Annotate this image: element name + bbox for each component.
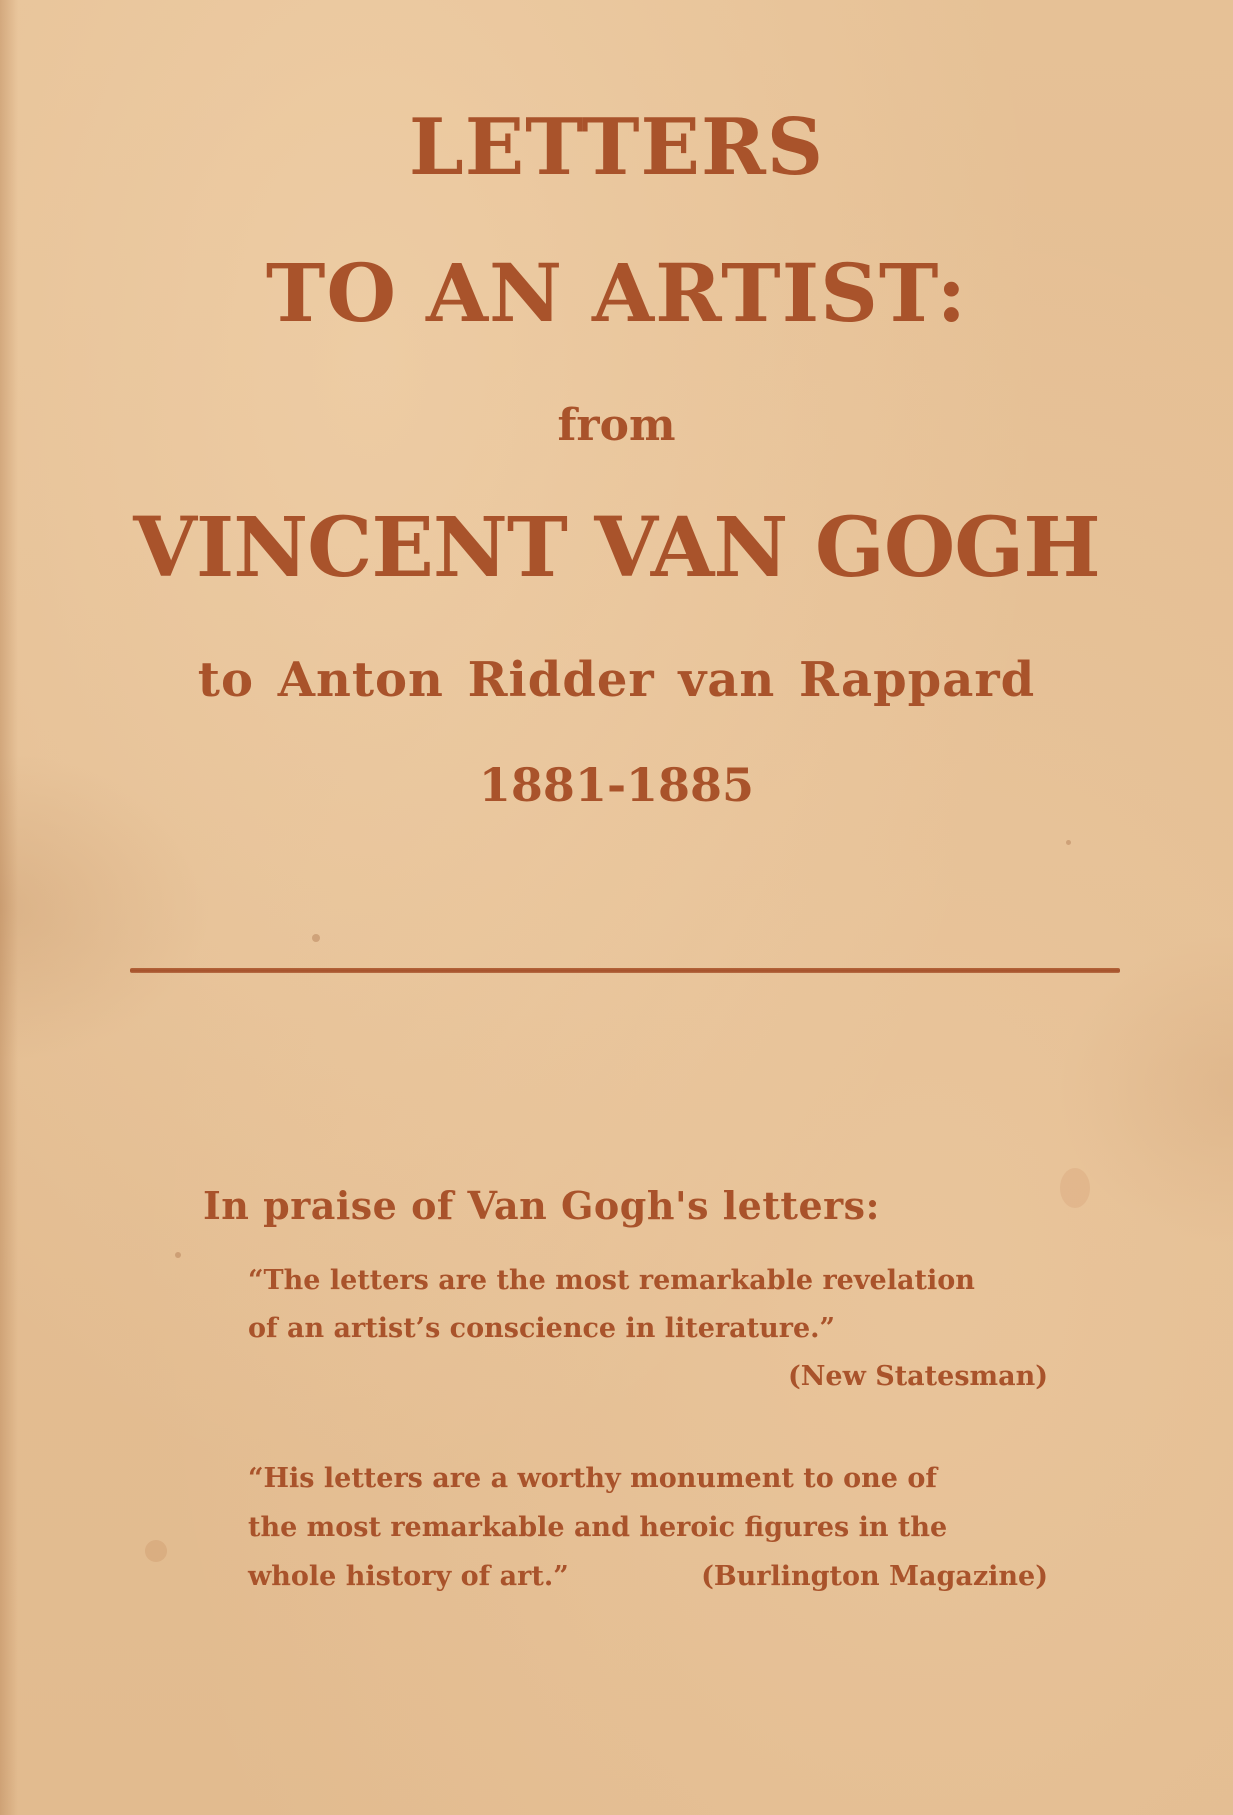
divider-rule — [130, 968, 1120, 973]
quote-1-source: (New Statesman) — [787, 1361, 1048, 1392]
title-line-2: TO AN ARTIST: — [265, 246, 968, 340]
quote-2-line-2: the most remarkable and heroic figures in the — [248, 1512, 948, 1543]
quote-2-line-1: “His letters are a worthy monument to one of — [248, 1463, 937, 1494]
praise-heading: In praise of Van Gogh's letters: — [203, 1183, 881, 1228]
quote-2-line-3: whole history of art.” — [248, 1561, 569, 1592]
paper-speck — [1060, 1168, 1090, 1208]
recipient-line: to Anton Ridder van Rappard — [197, 652, 1036, 708]
author-name: VINCENT VAN GOGH — [133, 500, 1100, 596]
quote-1-line-2: of an artist’s conscience in literature.” — [248, 1313, 836, 1344]
years-line: 1881-1885 — [478, 758, 755, 812]
title-line-1: LETTERS — [408, 102, 825, 193]
paper-speck — [145, 1540, 167, 1562]
quote-2-source: (Burlington Magazine) — [701, 1561, 1048, 1592]
from-label: from — [557, 400, 676, 451]
quote-1-line-1: “The letters are the most remarkable revelation — [248, 1265, 975, 1296]
paper-speck — [175, 1252, 181, 1258]
paper-speck — [1066, 840, 1071, 845]
paper-speck — [312, 934, 320, 942]
